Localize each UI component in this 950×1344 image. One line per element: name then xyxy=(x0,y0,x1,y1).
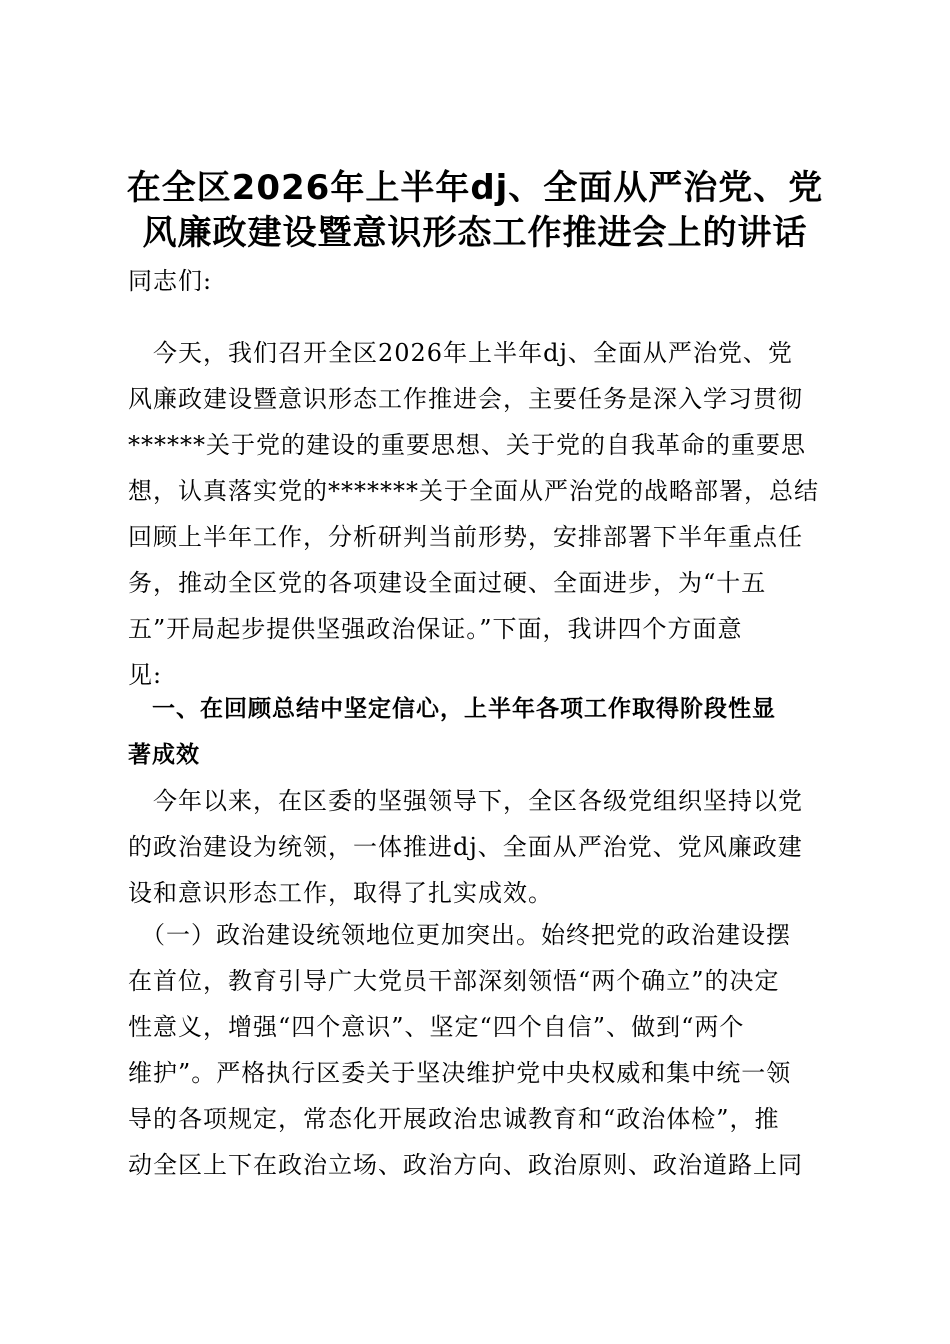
heading-line: 一、在回顾总结中坚定信心，上半年各项工作取得阶段性显 xyxy=(128,696,776,722)
paragraph-line: 见: xyxy=(128,661,163,689)
paragraph-line: 今天，我们召开全区2026年上半年dj、全面从严治党、党 xyxy=(128,339,793,367)
paragraph-line: 回顾上半年工作，分析研判当前形势，安排部署下半年重点任 xyxy=(128,523,803,551)
greeting xyxy=(128,258,828,304)
heading-line: 著成效 xyxy=(128,742,200,768)
title-line: 在全区2026年上半年dj、全面从严治党、党 xyxy=(126,168,824,208)
paragraph-line: 想，认真落实党的*******关于全面从严治党的战略部署，总结 xyxy=(128,477,819,505)
paragraph-line: 设和意识形态工作，取得了扎实成效。 xyxy=(128,879,553,907)
section-heading-one xyxy=(128,686,838,778)
paragraph-line: 维护”。严格执行区委关于坚决维护党中央权威和集中统一领 xyxy=(128,1059,792,1087)
paragraph-line: 动全区上下在政治立场、政治方向、政治原则、政治道路上同 xyxy=(128,1151,803,1179)
paragraph-line: ******关于党的建设的重要思想、关于党的自我革命的重要思 xyxy=(128,431,806,459)
paragraph-line: 五”开局起步提供坚强政治保证。”下面，我讲四个方面意 xyxy=(128,615,743,643)
review-paragraph xyxy=(128,778,828,916)
paragraph-line: 务，推动全区党的各项建设全面过硬、全面进步，为“十五 xyxy=(128,569,767,597)
intro-paragraph xyxy=(128,330,828,698)
paragraph-line: 的政治建设为统领，一体推进dj、全面从严治党、党风廉政建 xyxy=(128,833,803,861)
document-title xyxy=(120,166,830,256)
paragraph-line: （一）政治建设统领地位更加突出。始终把党的政治建设摆 xyxy=(128,921,791,949)
paragraph-line: 导的各项规定，常态化开展政治忠诚教育和“政治体检”，推 xyxy=(128,1105,780,1133)
paragraph-line: 今年以来，在区委的坚强领导下，全区各级党组织坚持以党 xyxy=(128,787,803,815)
greeting-text: 同志们: xyxy=(128,267,213,295)
political-building-paragraph xyxy=(128,912,828,1188)
title-line: 风廉政建设暨意识形态工作推进会上的讲话 xyxy=(142,213,808,253)
paragraph-line: 在首位，教育引导广大党员干部深刻领悟“两个确立”的决定 xyxy=(128,967,780,995)
paragraph-line: 性意义，增强“四个意识”、坚定“四个自信”、做到“两个 xyxy=(128,1013,745,1041)
paragraph-line: 风廉政建设暨意识形态工作推进会，主要任务是深入学习贯彻 xyxy=(128,385,803,413)
